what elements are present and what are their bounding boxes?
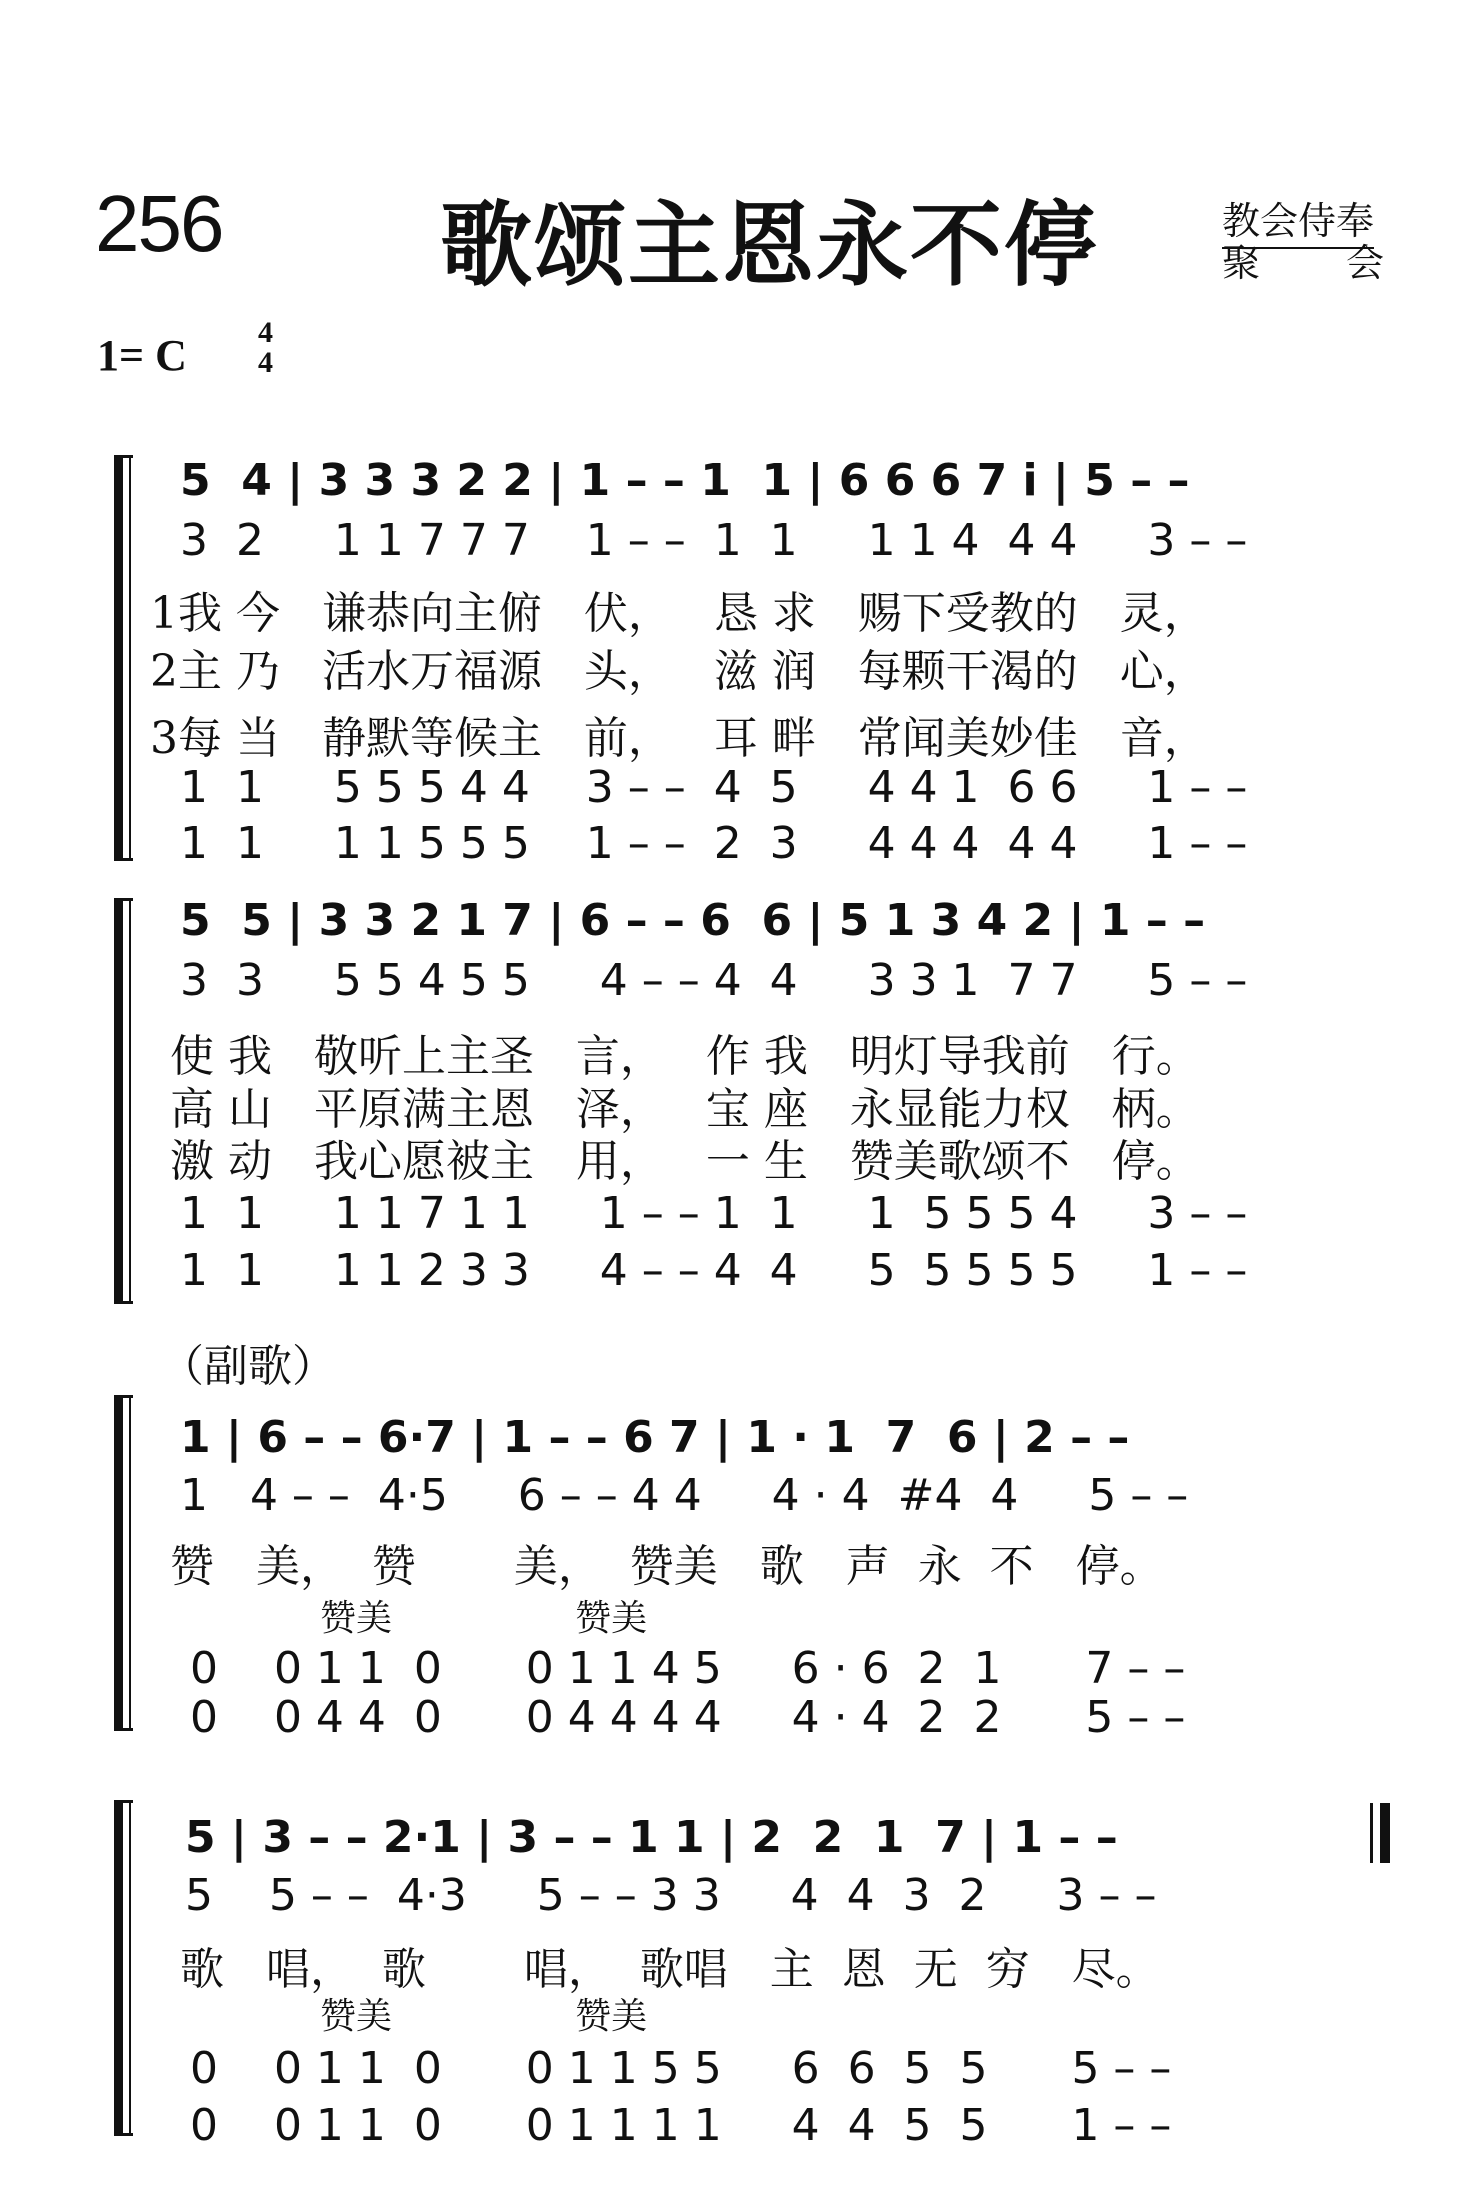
system-3-lyric: 赞 美， 赞 美， 赞美 歌 声 永 不 停。 [170, 1541, 1164, 1592]
system-1-tenor: 1 1 5 5 5 4 4 3 – – 4 5 4 4 1 6 6 1 – – [180, 762, 1248, 813]
system-1-verse-3: 3每 当 静默等候主 前， 耳 畔 常闻美妙佳 音， [150, 713, 1208, 764]
system-2-verse-1: 使 我 敬听上主圣 言， 作 我 明灯导我前 行。 [170, 1031, 1200, 1082]
system-2-verse-3: 激 动 我心愿被主 用， 一 生 赞美歌颂不 停。 [170, 1136, 1200, 1187]
system-2-verse-2: 高 山 平原满主恩 泽， 宝 座 永显能力权 柄。 [170, 1084, 1200, 1135]
subcategory-char-1: 聚 [1222, 241, 1261, 285]
system-1-verse-2: 2主 乃 活水万福源 头， 滋 润 每颗干渴的 心， [150, 646, 1208, 697]
chorus-label: （副歌） [160, 1341, 336, 1392]
final-barline-thick [1380, 1803, 1390, 1863]
system-2-alto: 3 3 5 5 4 5 5 4 – – 4 4 3 3 1 7 7 5 – – [180, 955, 1248, 1006]
final-barline-thin [1370, 1803, 1373, 1863]
system-4-brace [114, 1800, 133, 2136]
system-1-verse-1: 1我 今 谦恭向主俯 伏， 恳 求 赐下受教的 灵， [150, 588, 1208, 639]
category-label: 教会侍奉 [1222, 190, 1374, 249]
system-4-lyric: 歌 唱， 歌 唱， 歌唱 主 恩 无 穷 尽。 [180, 1944, 1160, 1995]
subcategory-label [1222, 232, 1384, 287]
hymn-title: 歌颂主恩永不停 [440, 192, 1099, 299]
system-3-small-lyric: 赞美 赞美 [320, 1598, 648, 1639]
system-1-brace [114, 455, 133, 861]
system-4-alto: 5 5 – – 4·3 5 – – 3 3 4 4 3 2 3 – – [185, 1870, 1157, 1921]
system-2-soprano: 5 5 | 3 3 2 1 7 | 6 – – 6 6 | 5 1 3 4 2 | 1 – – [180, 895, 1206, 946]
hymn-number: 256 [95, 179, 223, 268]
time-signature-bottom: 4 [258, 346, 273, 379]
system-2-tenor: 1 1 1 1 7 1 1 1 – – 1 1 1 5 5 5 4 3 – – [180, 1188, 1248, 1239]
system-3-alto: 1 4 – – 4·5 6 – – 4 4 4 · 4 #4 4 5 – – [180, 1470, 1189, 1521]
time-signature-top: 4 [258, 316, 273, 349]
system-3-tenor: 0 0 1 1 0 0 1 1 4 5 6 · 6 2 1 7 – – [190, 1643, 1186, 1694]
system-1-alto: 3 2 1 1 7 7 7 1 – – 1 1 1 1 4 4 4 3 – – [180, 515, 1248, 566]
system-3-soprano: 1 | 6 – – 6·7 | 1 – – 6 7 | 1 · 1 7 6 | 2 – – [180, 1412, 1130, 1463]
system-3-brace [114, 1395, 133, 1731]
key-signature: 1= C [97, 331, 187, 380]
system-3-bass: 0 0 4 4 0 0 4 4 4 4 4 · 4 2 2 5 – – [190, 1692, 1186, 1743]
time-signature [258, 318, 273, 378]
system-4-small-lyric: 赞美 赞美 [320, 1996, 648, 2037]
system-1-soprano: 5 4 | 3 3 3 2 2 | 1 – – 1 1 | 6 6 6 7 i | 5 – – [180, 455, 1190, 506]
system-4-bass: 0 0 1 1 0 0 1 1 1 1 4 4 5 5 1 – – [190, 2100, 1172, 2151]
system-2-bass: 1 1 1 1 2 3 3 4 – – 4 4 5 5 5 5 5 1 – – [180, 1245, 1248, 1296]
system-4-tenor: 0 0 1 1 0 0 1 1 5 5 6 6 5 5 5 – – [190, 2043, 1172, 2094]
system-2-brace [114, 898, 133, 1304]
system-1-bass: 1 1 1 1 5 5 5 1 – – 2 3 4 4 4 4 4 1 – – [180, 818, 1248, 869]
subcategory-char-2: 会 [1345, 241, 1384, 285]
system-4-soprano: 5 | 3 – – 2·1 | 3 – – 1 1 | 2 2 1 7 | 1 – – [185, 1812, 1118, 1863]
